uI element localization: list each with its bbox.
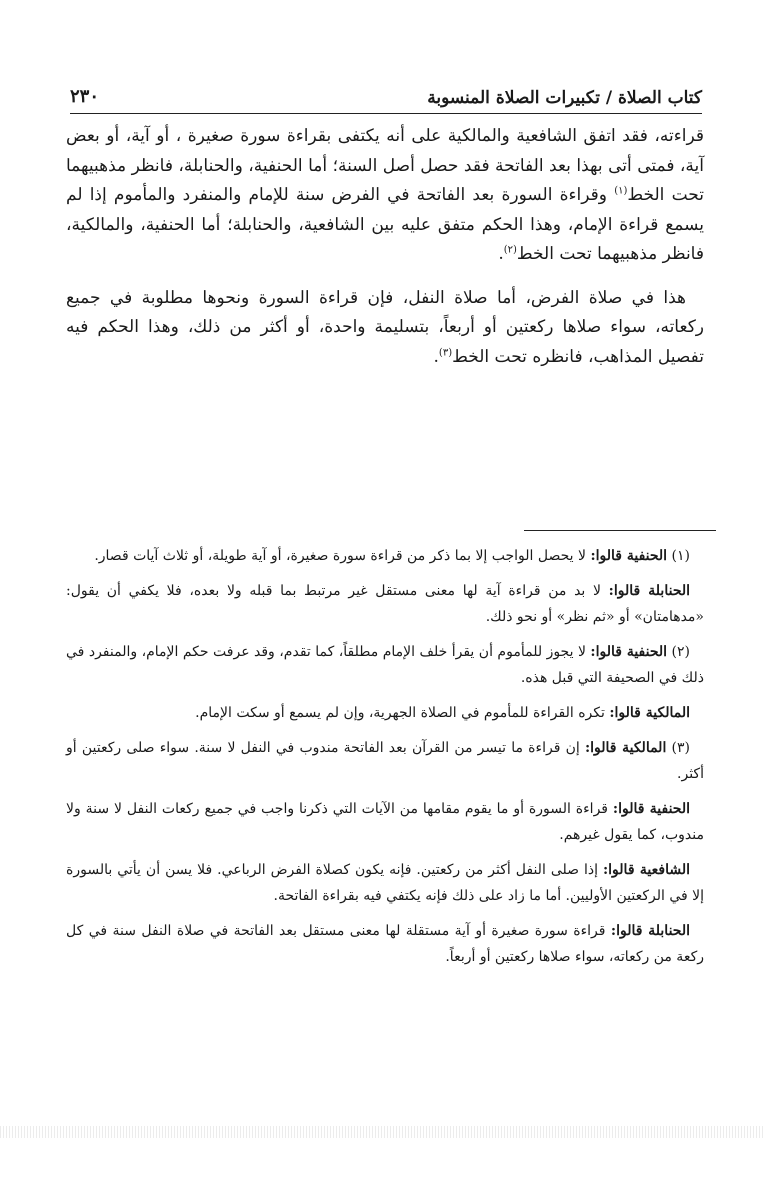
footnote-text: لا يحصل الواجب إلا بما ذكر من قراءة سورة صغيرة، أو آية طويلة، أو ثلاث آيات قصار. [94, 548, 591, 564]
footnote-school: الحنفية قالوا: [590, 548, 668, 564]
footnote-ref: (٢) [503, 244, 517, 256]
footnote-text: تكره القراءة للمأموم في الصلاة الجهرية، وإن لم يسمع أو سكت الإمام. [195, 705, 610, 721]
footnote-marker: (٣) [666, 740, 690, 756]
footnote-school: الحنفية قالوا: [590, 644, 668, 660]
footnote-text: إذا صلى النفل أكثر من ركعتين. فإنه يكون كصلاة الفرض الرباعي. فلا يسن أن يأتي بالسورة إلا في الركعتين الأوليين. أما ما زاد على ذلك فإنه يكتفي فيه بقراءة الفاتحة. [66, 862, 704, 904]
footnote-ref: (١) [614, 185, 628, 197]
paragraph-text: قراءته، فقد اتفق الشافعية والمالكية على أنه يكتفى بقراءة سورة صغيرة ، أو آية، أو بعض آية، فمتى أتى بهذا بعد الفاتحة فقد حصل أصل السنة؛ أما الحنفية، والحنابلة، فانظر مذهبيهما تحت الخط [66, 126, 704, 205]
paragraph-end: . [433, 346, 439, 367]
scan-artifact [0, 1126, 765, 1138]
footnote-school: الشافعية قالوا: [603, 862, 691, 878]
footnote [66, 543, 704, 569]
footnote-school: المالكية قالوا: [609, 705, 690, 721]
footnote-text: إن قراءة ما تيسر من القرآن بعد الفاتحة مندوب في النفل لا سنة. سواء صلى ركعتين أو أكثر. [66, 740, 704, 782]
footnote [66, 700, 704, 726]
paragraph [66, 284, 704, 373]
paragraph-end: . [498, 244, 504, 264]
paragraph-text: وقراءة السورة بعد الفاتحة في الفرض سنة للإمام والمنفرد والمأموم إذا لم يسمع قراءة الإمام، وهذا الحكم متفق عليه بين الشافعية، والحنابلة؛ أما الحنفية، والمالكية، فانظر مذهبيهما تحت الخط [66, 185, 704, 264]
footnote-divider [524, 530, 716, 531]
footnote-text: قراءة السورة أو ما يقوم مقامها من الآيات التي ذكرنا واجب في جميع ركعات النفل لا سنة ولا مندوب، كما يقول غيرهم. [66, 801, 704, 843]
footnote-school: المالكية قالوا: [584, 740, 667, 756]
footnote-text: لا يجوز للمأموم أن يقرأ خلف الإمام مطلقاً، كما تقدم، وقد عرفت حكم الإمام، والمنفرد في ذلك في الصحيفة التي قبل هذه. [66, 644, 704, 686]
footnote-marker: (١) [667, 548, 690, 564]
main-text [66, 122, 704, 386]
footnote [66, 857, 704, 909]
footnote-marker: (٢) [667, 644, 690, 660]
footnote-text: لا بد من قراءة آية لها معنى مستقل غير مرتبط بما قبله ولا بعده، فلا يكفي أن يقول: «مدهامتان» أو «ثم نظر» أو نحو ذلك. [66, 583, 704, 625]
footnote [66, 918, 704, 970]
page-number: ٢٣٠ [70, 86, 100, 107]
header-title: كتاب الصلاة / تكبيرات الصلاة المنسوبة [427, 88, 702, 108]
running-header [70, 84, 702, 114]
paragraph [66, 122, 704, 270]
footnote [66, 796, 704, 848]
footnote [66, 578, 704, 630]
footnote [66, 735, 704, 787]
footnote [66, 639, 704, 691]
footnote-school: الحنابلة قالوا: [610, 923, 690, 939]
paragraph-text: هذا في صلاة الفرض، أما صلاة النفل، فإن قراءة السورة ونحوها مطلوبة في جميع ركعاته، سواء صلاها ركعتين أو أربعاً، بتسليمة واحدة، أو أكثر من ذلك، وهذا الحكم فيه تفصيل المذاهب، فانظره تحت الخط [66, 287, 704, 367]
footnote-school: الحنفية قالوا: [612, 801, 690, 817]
footnotes [66, 543, 704, 979]
footnote-text: قراءة سورة صغيرة أو آية مستقلة لها معنى مستقل بعد الفاتحة في صلاة النفل سنة في كل ركعة من ركعاته، سواء صلاها ركعتين أو أربعاً. [66, 923, 704, 965]
footnote-school: الحنابلة قالوا: [608, 583, 691, 599]
footnote-ref: (٣) [438, 346, 453, 358]
